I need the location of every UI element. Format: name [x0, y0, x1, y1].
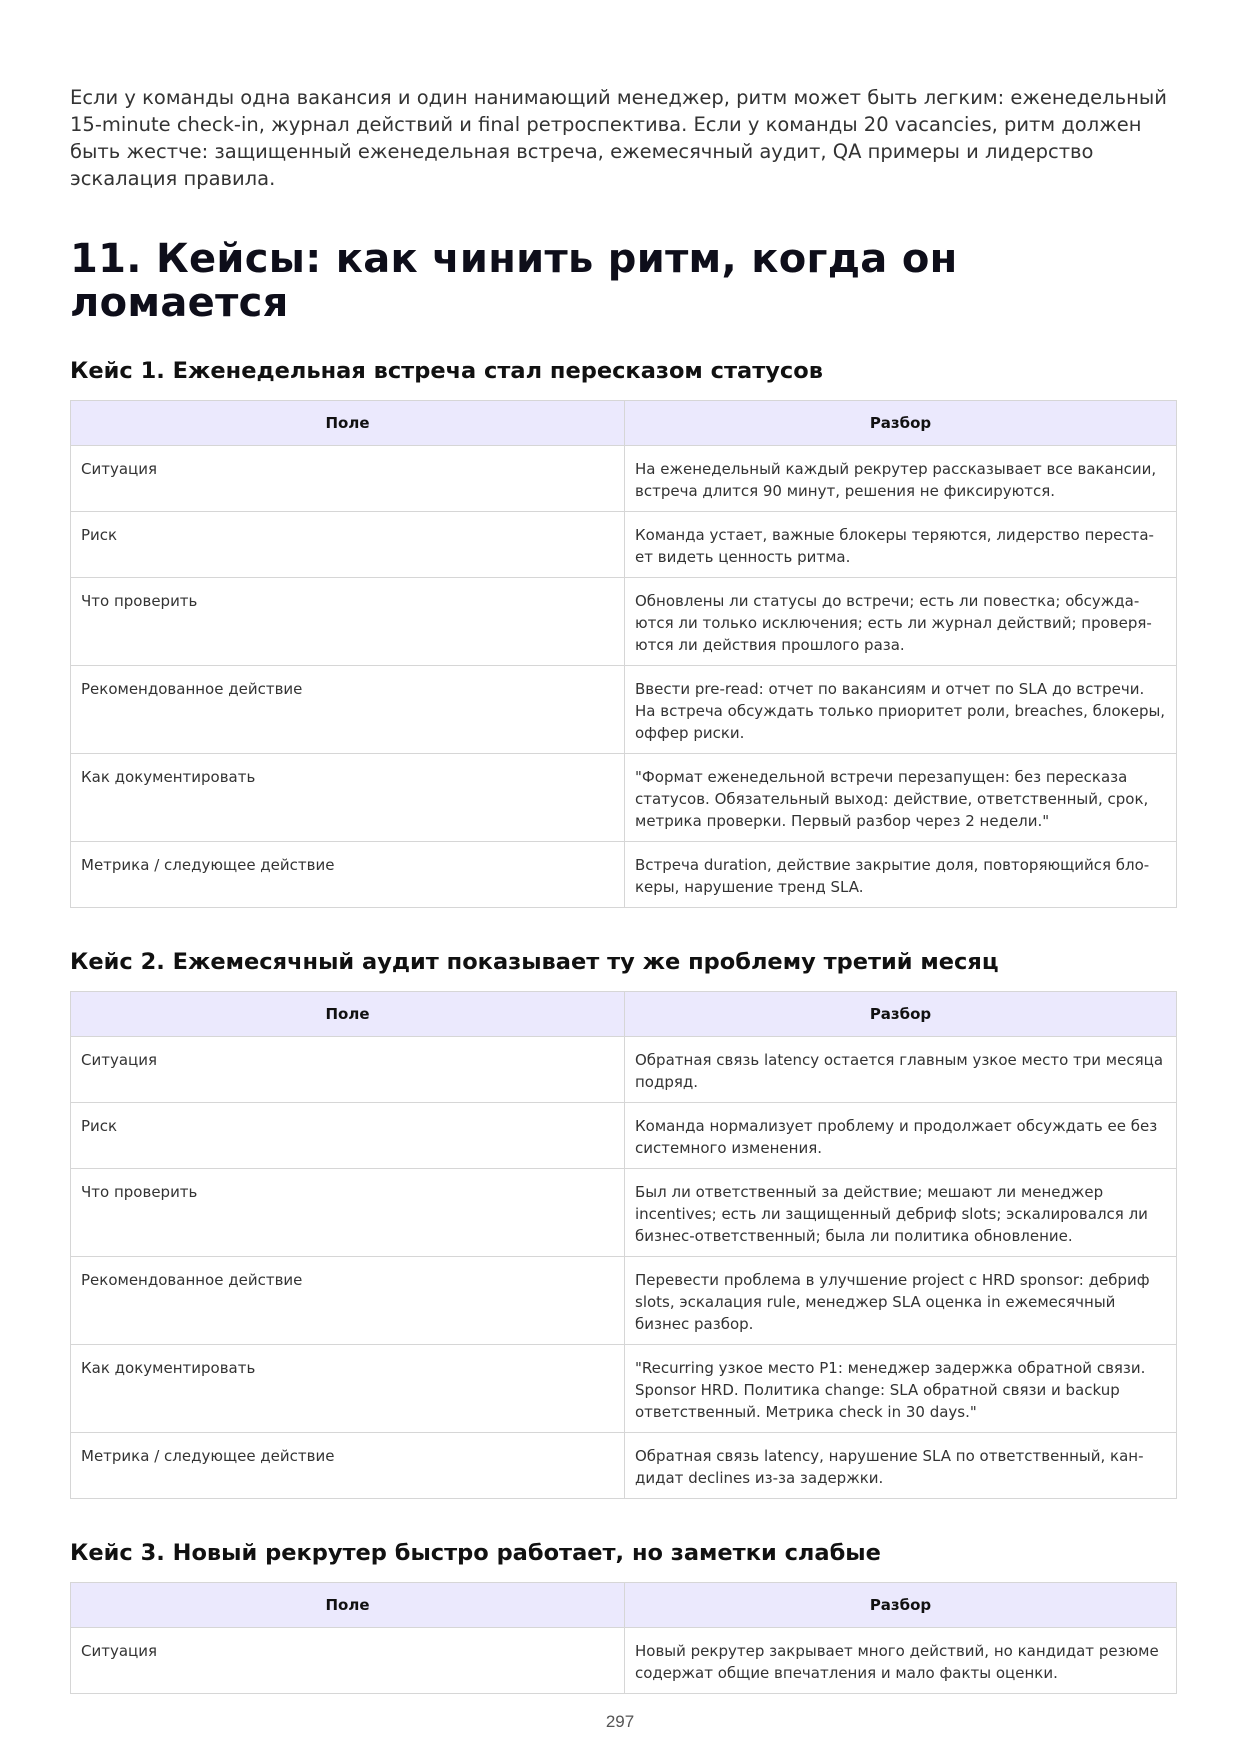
- header-field: Поле: [71, 401, 625, 446]
- table-row: [71, 578, 1177, 666]
- case-2-table: [70, 991, 1177, 1499]
- table-row: [71, 1628, 1177, 1694]
- section-title: 11. Кейсы: как чинить ритм, когда он ломается: [70, 236, 958, 326]
- row-field: Рекомендованное действие: [71, 666, 625, 754]
- row-field: Как документировать: [71, 754, 625, 842]
- table-row: [71, 842, 1177, 908]
- case-1-table: [70, 400, 1177, 908]
- row-analysis: Команда устает, важные блокеры теряются, лидерство перестает видеть ценность ритма.: [625, 512, 1177, 578]
- row-field: Что проверить: [71, 578, 625, 666]
- header-analysis: Разбор: [625, 401, 1177, 446]
- table-row: [71, 512, 1177, 578]
- row-analysis: Встреча duration, действие закрытие доля, повторяющийся блокеры, нарушение тренд SLA.: [625, 842, 1177, 908]
- row-field: Как документировать: [71, 1345, 625, 1433]
- table-header-row: [71, 1583, 1177, 1628]
- table-row: [71, 666, 1177, 754]
- header-analysis: Разбор: [625, 992, 1177, 1037]
- row-field: Метрика / следующее действие: [71, 842, 625, 908]
- table-row: [71, 1257, 1177, 1345]
- table-row: [71, 1345, 1177, 1433]
- row-analysis: Новый рекрутер закрывает много действий, но кандидат резюме содержат общие впечатления и мало факты оценки.: [625, 1628, 1177, 1694]
- intro-paragraph: Если у команды одна вакансия и один нанимающий менеджер, ритм может быть легким: еженедельный 15-minute check-in, журнал действий и final ретроспектива. Если у команды 20 vacancies, ритм должен быть жестче: защищенный еженедельная встреча, ежемесячный аудит, QA примеры и лидерство эскалация правила.: [70, 86, 1167, 190]
- page-content: [70, 0, 1177, 1694]
- row-field: Ситуация: [71, 1628, 625, 1694]
- row-analysis: "Recurring узкое место P1: менеджер задержка обратной связи. Sponsor HRD. Политика change: SLA обратной связи и backup ответственный. Метрика check in 30 days.": [625, 1345, 1177, 1433]
- table-row: [71, 1103, 1177, 1169]
- row-field: Метрика / следующее действие: [71, 1433, 625, 1499]
- row-field: Риск: [71, 512, 625, 578]
- table-header-row: [71, 992, 1177, 1037]
- row-analysis: Перевести проблема в улучшение project с HRD sponsor: дебриф slots, эскалация rule, менеджер SLA оценка in ежемесячный бизнес разбор.: [625, 1257, 1177, 1345]
- row-analysis: "Формат еженедельной встречи перезапущен: без пересказа статусов. Обязательный выход: действие, ответственный, срок, метрика проверки. Первый разбор через 2 недели.": [625, 754, 1177, 842]
- page-number: 297: [605, 1712, 635, 1731]
- row-analysis: Обратная связь latency, нарушение SLA по ответственный, кандидат declines из-за задержки.: [625, 1433, 1177, 1499]
- row-field: Ситуация: [71, 446, 625, 512]
- table-row: [71, 754, 1177, 842]
- row-analysis: Обновлены ли статусы до встречи; есть ли повестка; обсуждаются ли только исключения; есть ли журнал действий; проверяются ли действия прошлого раза.: [625, 578, 1177, 666]
- row-field: Риск: [71, 1103, 625, 1169]
- case-1-title: Кейс 1. Еженедельная встреча стал пересказом статусов: [70, 358, 823, 384]
- row-analysis: Обратная связь latency остается главным узкое место три месяца подряд.: [625, 1037, 1177, 1103]
- row-analysis: Ввести pre-read: отчет по вакансиям и отчет по SLA до встречи. На встреча обсуждать только приоритет роли, breaches, блокеры, оффер риски.: [625, 666, 1177, 754]
- row-field: Что проверить: [71, 1169, 625, 1257]
- table-row: [71, 1169, 1177, 1257]
- header-field: Поле: [71, 992, 625, 1037]
- row-field: Рекомендованное действие: [71, 1257, 625, 1345]
- table-row: [71, 446, 1177, 512]
- case-2-title: Кейс 2. Ежемесячный аудит показывает ту же проблему третий месяц: [70, 949, 999, 975]
- case-3-title: Кейс 3. Новый рекрутер быстро работает, но заметки слабые: [70, 1540, 881, 1566]
- header-field: Поле: [71, 1583, 625, 1628]
- row-analysis: На еженедельный каждый рекрутер рассказывает все вакансии, встреча длится 90 минут, решения не фиксируются.: [625, 446, 1177, 512]
- table-row: [71, 1433, 1177, 1499]
- row-analysis: Команда нормализует проблему и продолжает обсуждать ее без системного изменения.: [625, 1103, 1177, 1169]
- case-3-table: [70, 1582, 1177, 1694]
- row-field: Ситуация: [71, 1037, 625, 1103]
- row-analysis: Был ли ответственный за действие; мешают ли менеджер incentives; есть ли защищенный дебриф slots; эскалировался ли бизнес-ответственный; была ли политика обновление.: [625, 1169, 1177, 1257]
- table-header-row: [71, 401, 1177, 446]
- header-analysis: Разбор: [625, 1583, 1177, 1628]
- table-row: [71, 1037, 1177, 1103]
